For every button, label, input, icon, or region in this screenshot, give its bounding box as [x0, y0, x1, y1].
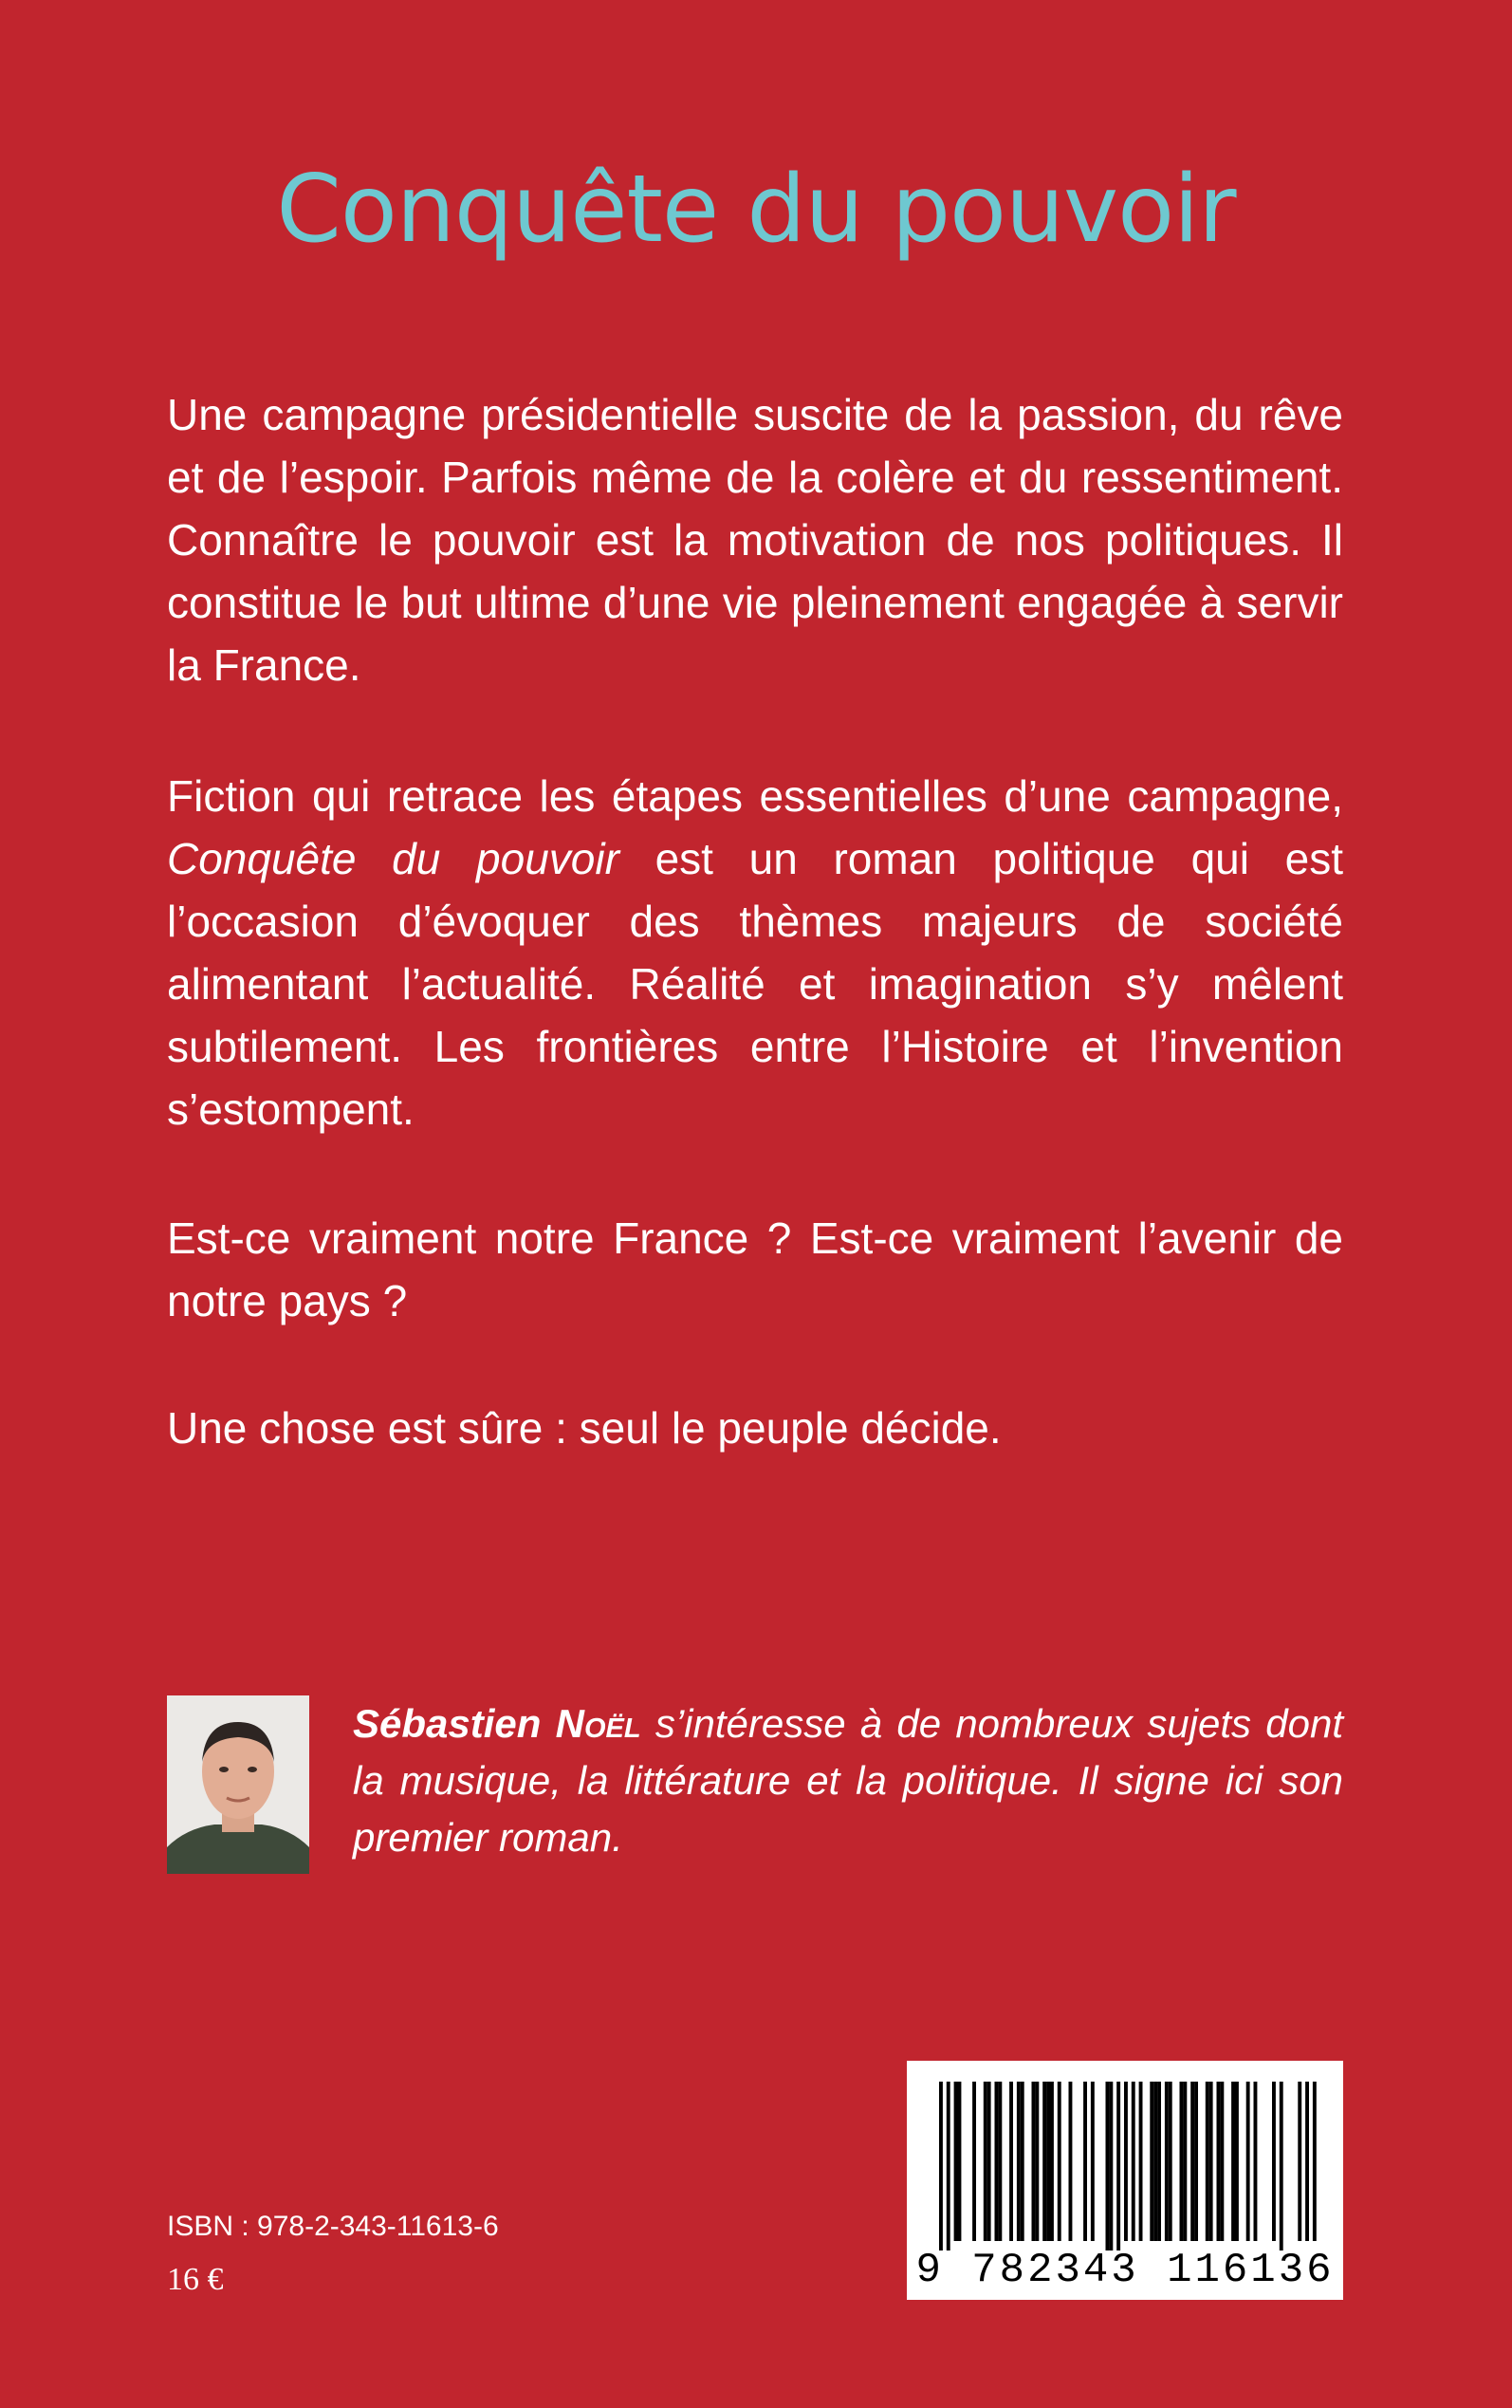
book-title: Conquête du pouvoir: [276, 156, 1236, 264]
barcode-bar: [1139, 2082, 1143, 2241]
author-portrait-image: [167, 1695, 309, 1874]
barcode-bar: [972, 2082, 976, 2241]
barcode-bar: [1194, 2082, 1198, 2241]
barcode-bar: [947, 2082, 950, 2251]
barcode-bar: [998, 2082, 1002, 2241]
barcode-bar: [1017, 2082, 1021, 2241]
barcode-bar: [1313, 2082, 1317, 2241]
author-first-name: Sébastien: [353, 1701, 542, 1746]
barcode-bar: [1235, 2082, 1239, 2241]
barcode-digits: 9 782343 116136: [915, 2247, 1335, 2294]
barcode-bar: [1042, 2082, 1046, 2241]
paragraph-2-start: Fiction qui retrace les étapes essentielles d’une campagne,: [167, 771, 1343, 821]
isbn: ISBN : 978-2-343-11613-6: [167, 2211, 499, 2242]
summary-paragraph-2: [167, 765, 1343, 1140]
barcode-bar: [987, 2082, 991, 2241]
barcode-bar: [1217, 2082, 1221, 2241]
author-last-name: Noël: [555, 1701, 641, 1746]
barcode-bar: [958, 2082, 962, 2241]
barcode-bar: [1272, 2082, 1276, 2241]
barcode-bar: [1183, 2082, 1187, 2241]
barcode-bar: [1091, 2082, 1095, 2241]
barcode-bar: [1220, 2082, 1224, 2241]
summary-paragraph-1: Une campagne présidentielle suscite de la passion, du rêve et de l’espoir. Parfois même de la colère et du ressentiment. Connaître le pouvoir est la motivation de nos politiques. Il constitue le but ultime d’une vie pleinement engagée à servir la France.: [167, 390, 1343, 690]
barcode-bar: [1169, 2082, 1172, 2241]
barcode-bar: [1298, 2082, 1301, 2241]
barcode-bar: [939, 2082, 943, 2251]
barcode-bar: [1021, 2082, 1024, 2241]
barcode-bar: [1190, 2082, 1194, 2241]
barcode-bar: [1305, 2082, 1309, 2241]
barcode-bar: [1165, 2082, 1169, 2241]
barcode-bar: [1009, 2082, 1013, 2241]
barcode-bar: [1083, 2082, 1087, 2241]
barcode-bar: [1050, 2082, 1054, 2241]
summary-paragraph-3: Est-ce vraiment notre France ? Est-ce vraiment l’avenir de notre pays ?: [167, 1213, 1343, 1325]
barcode-bar: [1280, 2082, 1283, 2251]
barcode-bar: [1058, 2082, 1061, 2241]
barcode-bar: [984, 2082, 987, 2241]
barcode-bar: [1109, 2082, 1113, 2251]
barcode-bar: [1069, 2082, 1073, 2241]
barcode-bar: [1106, 2082, 1110, 2251]
barcode-bar: [1032, 2082, 1036, 2241]
barcode-bar: [1035, 2082, 1039, 2241]
barcode-bar: [1116, 2082, 1120, 2251]
paragraph-2-book-title: Conquête du pouvoir: [167, 834, 619, 883]
barcode-bar: [1231, 2082, 1235, 2241]
barcode-bar: [1150, 2082, 1153, 2241]
barcode-bar: [1124, 2082, 1128, 2241]
barcode: [907, 2061, 1343, 2300]
barcode-bar: [995, 2082, 999, 2241]
barcode-bar: [1132, 2082, 1135, 2241]
barcode-bar: [1209, 2082, 1213, 2241]
summary-paragraph-4: Une chose est sûre : seul le peuple décide.: [167, 1403, 1002, 1453]
barcode-bar: [1046, 2082, 1050, 2241]
author-bio-text: s’intéresse à de nombreux sujets dont la musique, la littérature et la politique. Il signe ici son premier roman.: [353, 1701, 1343, 1860]
barcode-bar: [1206, 2082, 1209, 2241]
paragraph-2-end: est un roman politique qui est l’occasion d’évoquer des thèmes majeurs de société alimentant l’actualité. Réalité et imagination s’y mêlent subtilement. Les frontières entre l’Histoire et l’invention s’estompent.: [167, 834, 1343, 1134]
barcode-bar: [954, 2082, 958, 2241]
barcode-bar: [1254, 2082, 1258, 2241]
barcode-bars: [907, 2061, 1343, 2251]
author-bio: [353, 1695, 1343, 1866]
barcode-bar: [1180, 2082, 1184, 2241]
barcode-bar: [1157, 2082, 1161, 2241]
barcode-bar: [1153, 2082, 1157, 2241]
author-photo: [167, 1695, 309, 1874]
price: 16 €: [167, 2262, 224, 2297]
author-name: [353, 1701, 641, 1746]
barcode-bar: [1246, 2082, 1250, 2241]
